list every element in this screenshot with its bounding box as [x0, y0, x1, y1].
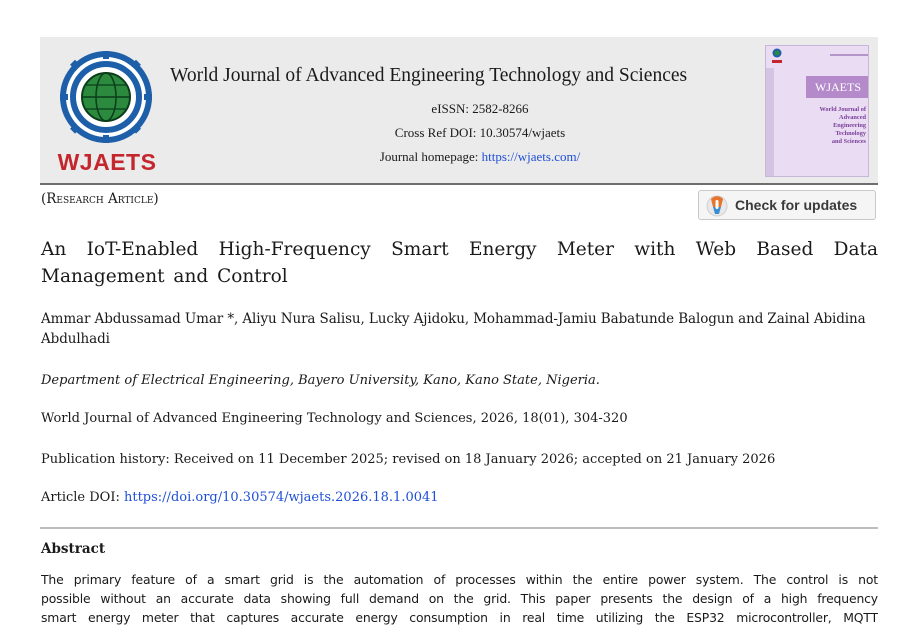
cover-side-strip [766, 68, 774, 177]
cover-band: WJAETS [806, 76, 869, 98]
journal-header [40, 37, 878, 185]
abstract-line: The primary feature of a smart grid is the automation of processes within the entire power system. The control is not [41, 572, 878, 587]
homepage-label: Journal homepage: [379, 149, 482, 164]
article-type: (Research Article) [41, 191, 159, 207]
check-updates-icon [706, 195, 728, 217]
globe-logo-icon [58, 49, 154, 145]
journal-title: World Journal of Advanced Engineering Technology and Sciences [170, 65, 688, 86]
journal-logo [52, 45, 162, 175]
cover-title [776, 106, 866, 146]
homepage-link[interactable]: https://wjaets.com/ [481, 149, 581, 164]
affiliation: Department of Electrical Engineering, Bayero University, Kano, Kano State, Nigeria. [41, 373, 600, 388]
cover-title-line: World Journal of [819, 106, 866, 113]
cover-logo-icon [772, 48, 782, 66]
doi-label: Article DOI: [41, 490, 124, 505]
publication-history: Publication history: Received on 11 December 2025; revised on 18 January 2026; accepted on 21 January 2026 [41, 452, 776, 467]
homepage-line [170, 149, 760, 165]
abstract-heading: Abstract [41, 541, 106, 557]
crossref-line: Cross Ref DOI: 10.30574/wjaets [394, 125, 566, 140]
journal-cover-thumbnail[interactable] [765, 45, 869, 177]
cover-title-line: Technology [835, 130, 866, 137]
section-divider [40, 527, 878, 529]
doi-link[interactable]: https://doi.org/10.30574/wjaets.2026.18.1.0041 [123, 490, 439, 505]
cover-title-line: and Sciences [831, 138, 866, 145]
cover-title-line: Engineering [833, 122, 866, 129]
check-for-updates-button[interactable] [698, 190, 876, 220]
abstract-body [41, 570, 878, 627]
abstract-line: possible without an accurate data showing full demand on the grid. This paper presents the design of a high frequency [41, 591, 878, 606]
cover-title-line: Advanced [839, 114, 866, 121]
eissn-line: eISSN: 2582-8266 [431, 101, 529, 116]
article-doi [41, 490, 878, 505]
check-updates-label: Check for updates [735, 197, 858, 213]
logo-wordmark: WJAETS [57, 149, 157, 175]
abstract-line: smart energy meter that captures accurate energy consumption in real time utilizing the ESP32 microcontroller, MQTT [41, 610, 878, 625]
author-list: Ammar Abdussamad Umar *, Aliyu Nura Salisu, Lucky Ajidoku, Mohammad-Jamiu Babatunde Balogun and Zainal Abidina Abdulhadi [41, 311, 866, 347]
article-title: An IoT-Enabled High-Frequency Smart Energy Meter with Web Based Data Management and Control [41, 239, 878, 287]
cover-top-rule [830, 54, 868, 56]
citation: World Journal of Advanced Engineering Technology and Sciences, 2026, 18(01), 304-320 [41, 411, 628, 426]
